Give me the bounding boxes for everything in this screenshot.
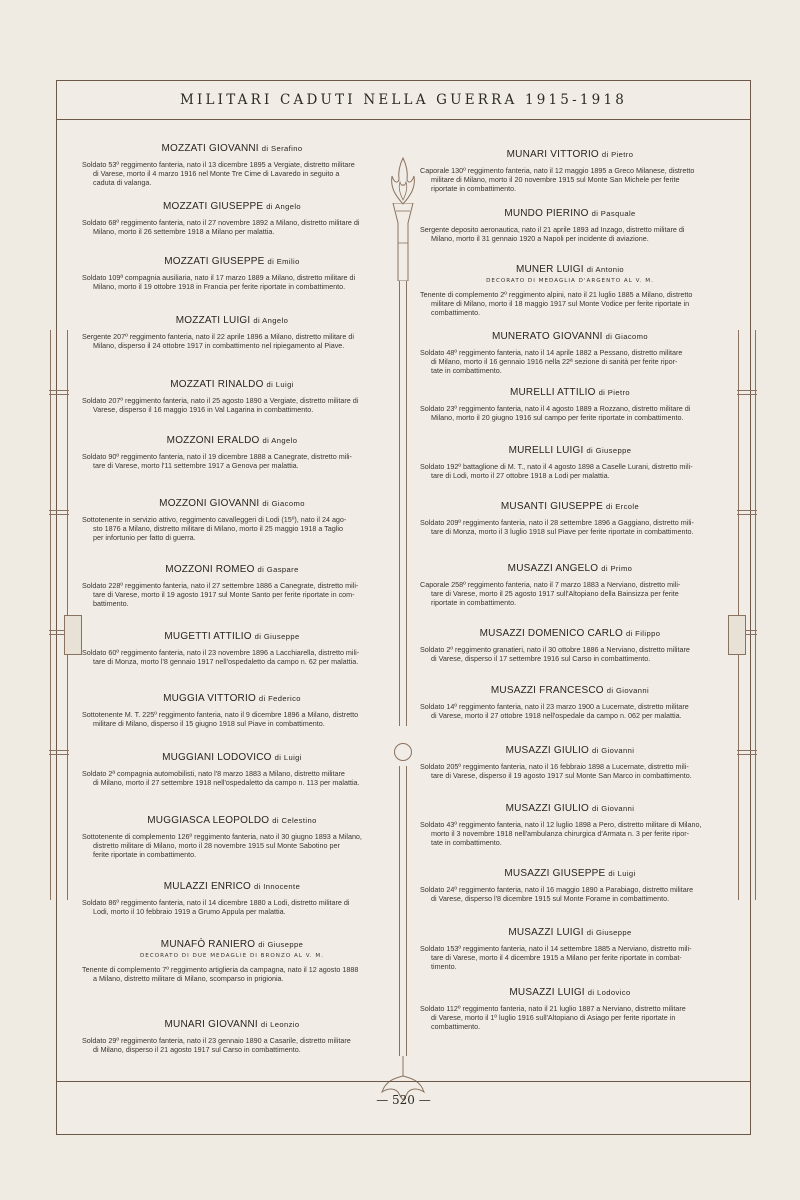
entry-line: Soldato 153º reggimento fanteria, nato il 14 settembre 1885 a Nerviano, distretto mili-	[420, 944, 692, 953]
entry-line: di Varese, morto il 4 marzo 1916 nel Monte Tre Cime di Lavaredo in seguito a	[93, 169, 340, 179]
entry-line: Soldato 68º reggimento fanteria, nato il 27 novembre 1892 a Milano, distretto militare di	[82, 218, 360, 227]
entry-text	[82, 581, 382, 609]
entry-name	[82, 379, 382, 390]
entry-line: di Varese, morto il 27 ottobre 1918 nell'ospedale da campo n. 062 per malattia.	[431, 711, 682, 721]
entry-name	[82, 881, 382, 892]
soldier-name: MUSANTI GIUSEPPE	[500, 501, 603, 512]
entry-line: militare di Milano, morto il 20 novembre 1915 sul Monte San Michele per ferite	[431, 175, 680, 185]
father-name: di Federico	[258, 694, 301, 703]
entry-line: Soldato 29º reggimento fanteria, nato il 23 gennaio 1890 a Casarile, distretto militare	[82, 1036, 351, 1045]
soldier-name: MURELLI LUIGI	[508, 445, 584, 456]
father-name: di Antonio	[586, 265, 625, 274]
father-name: di Giacomo	[605, 332, 649, 341]
entry-name	[82, 693, 382, 704]
entry-text	[82, 769, 382, 787]
entry-line: di Varese, disperso il 17 settembre 1916 sul Carso in combattimento.	[431, 654, 651, 664]
entry-line: Soldato 43º reggimento fanteria, nato il 12 luglio 1898 a Pero, distretto militare di Milano,	[420, 820, 702, 829]
father-name: di Giovanni	[591, 746, 635, 755]
father-name: di Luigi	[266, 380, 294, 389]
entry-line: Milano, morto il 31 gennaio 1920 a Napoli per incidente di aviazione.	[431, 234, 649, 244]
soldier-name: MUSAZZI LUIGI	[509, 987, 585, 998]
father-name: di Giuseppe	[586, 928, 632, 937]
entry-line: Soldato 23º reggimento fanteria, nato il 4 agosto 1889 a Rozzano, distretto militare di	[420, 404, 691, 413]
entry-text	[82, 1036, 382, 1054]
father-name: di Giovanni	[606, 686, 650, 695]
soldier-name: MUGGIA VITTORIO	[163, 693, 256, 704]
soldier-name: MUNDO PIERINO	[504, 208, 589, 219]
father-name: di Primo	[601, 564, 633, 573]
entry-line: Sottotenente in servizio attivo, reggimento cavalleggeri di Lodi (15º), nato il 24 ago-	[82, 515, 347, 524]
entry	[82, 939, 382, 983]
entry-line: combattimento.	[431, 1022, 481, 1032]
entry	[420, 987, 720, 1032]
entry	[82, 815, 382, 860]
entry-name	[82, 435, 382, 446]
entry-line: militare di Milano, disperso il 15 giugno 1918 sul Piave in combattimento.	[93, 719, 325, 729]
entry	[82, 435, 382, 470]
entry-name	[82, 631, 382, 642]
entry-text	[420, 290, 720, 318]
entry-name	[82, 256, 382, 267]
page-number: — 520 —	[376, 1093, 431, 1107]
entry	[82, 1019, 382, 1054]
entry-name	[420, 149, 720, 160]
entry	[82, 379, 382, 414]
decoration: DECORATO DI MEDAGLIA D'ARGENTO AL V. M.	[486, 278, 654, 284]
entry	[82, 631, 382, 666]
entry-line: tare di Varese, morto l'11 settembre 1917 a Genova per malattia.	[93, 461, 299, 471]
torch-handle-icon	[390, 203, 416, 281]
soldier-name: MULAZZI ENRICO	[163, 881, 252, 892]
entry-line: caduta di valanga.	[93, 178, 152, 188]
entry	[420, 445, 720, 480]
soldier-name: MOZZONI ROMEO	[165, 564, 255, 575]
father-name: di Giuseppe	[586, 446, 632, 455]
father-name: di Luigi	[274, 753, 302, 762]
entry-text	[82, 515, 382, 543]
entry-line: Soldato 228º reggimento fanteria, nato il 27 settembre 1886 a Canegrate, distretto mili-	[82, 581, 359, 590]
entry-line: tare di Monza, morto l'8 gennaio 1917 nell'ospedaletto da campo n. 62 per malattia.	[93, 657, 359, 667]
soldier-name: MUSAZZI FRANCESCO	[490, 685, 604, 696]
entry-name	[82, 564, 382, 575]
entry-line: combattimento.	[431, 308, 481, 318]
entry	[420, 563, 720, 608]
footer-bar	[57, 1081, 750, 1134]
entry	[420, 628, 720, 663]
father-name: di Ercole	[605, 502, 640, 511]
entry-text	[420, 944, 720, 972]
entry	[82, 201, 382, 236]
entry-line: Soldato 90º reggimento fanteria, nato il 19 dicembre 1888 a Canegrate, distretto mili-	[82, 452, 352, 461]
entry-text	[82, 452, 382, 470]
entry	[420, 208, 720, 243]
entry-line: riportate in combattimento.	[431, 184, 517, 194]
entry-line: Soldato 24º reggimento fanteria, nato il 16 maggio 1890 a Parabiago, distretto militare	[420, 885, 694, 894]
entry-line: tare di Varese, morto il 25 agosto 1917 sull'Altopiano della Bainsizza per ferite	[431, 589, 679, 599]
entry-line: tare di Lodi, morto il 27 ottobre 1918 a Lodi per malattia.	[431, 471, 610, 481]
entry-text	[82, 218, 382, 236]
soldier-name: MUNARI GIOVANNI	[164, 1019, 258, 1030]
entry-text	[82, 832, 382, 860]
entry-text	[82, 965, 382, 983]
entry	[420, 387, 720, 422]
entry-line: sto 1876 a Milano, distretto militare di Milano, morto il 25 maggio 1918 a Taglio	[93, 524, 343, 534]
entry-name	[420, 745, 720, 756]
father-name: di Giuseppe	[254, 632, 300, 641]
father-name: di Lodovico	[587, 988, 631, 997]
entry-text	[420, 885, 720, 903]
entry-name	[420, 501, 720, 512]
decoration: DECORATO DI DUE MEDAGLIE DI BRONZO AL V. M.	[139, 953, 324, 959]
soldier-name: MURELLI ATTILIO	[509, 387, 596, 398]
entry-text	[420, 348, 720, 376]
soldier-name: MOZZATI GIUSEPPE	[164, 256, 265, 267]
father-name: di Luigi	[608, 869, 636, 878]
entry-name	[82, 1019, 382, 1030]
father-name: di Emilio	[267, 257, 300, 266]
father-name: di Pietro	[598, 388, 631, 397]
entry	[82, 143, 382, 188]
entry-line: Soldato 209º reggimento fanteria, nato il 28 settembre 1896 a Gaggiano, distretto mili-	[420, 518, 694, 527]
soldier-name: MUNER LUIGI	[515, 264, 584, 275]
torch-stem-lower	[399, 766, 407, 1056]
soldier-name: MUGGIANI LODOVICO	[162, 752, 272, 763]
soldier-name: MUGETTI ATTILIO	[164, 631, 252, 642]
entry-name	[420, 628, 720, 639]
entry-name	[82, 201, 382, 212]
entry	[82, 315, 382, 350]
father-name: di Giuseppe	[258, 940, 304, 949]
entry-text	[420, 580, 720, 608]
entry	[420, 868, 720, 903]
entry-text	[82, 160, 382, 188]
father-name: di Giovanni	[591, 804, 635, 813]
entry-name	[420, 387, 720, 398]
entry-line: Caporale 130º reggimento fanteria, nato il 12 maggio 1895 a Greco Milanese, distretto	[420, 166, 695, 175]
father-name: di Leonzio	[260, 1020, 300, 1029]
entry-line: Sergente deposito aeronautica, nato il 21 aprile 1893 ad Inzago, distretto militare di	[420, 225, 685, 234]
soldier-name: MOZZONI GIOVANNI	[159, 498, 260, 509]
soldier-name: MUSAZZI LUIGI	[508, 927, 584, 938]
entry-line: Soldato 14º reggimento fanteria, nato il 23 marzo 1900 a Lucernate, distretto militare	[420, 702, 689, 711]
entry-line: Tenente di complemento 7º reggimento artiglieria da campagna, nato il 12 agosto 1888	[82, 965, 359, 974]
father-name: di Celestino	[272, 816, 317, 825]
entry-line: tare di Varese, morto il 4 dicembre 1915 a Milano per ferite riportate in combat-	[431, 953, 682, 963]
entry-line: Soldato 86º reggimento fanteria, nato il 14 dicembre 1880 a Lodi, distretto militare di	[82, 898, 350, 907]
entry-name	[82, 752, 382, 763]
entry-text	[420, 518, 720, 536]
entry-line: Soldato 2ª compagnia automobilisti, nato l'8 marzo 1883 a Milano, distretto militare	[82, 769, 345, 778]
entry-line: timento.	[431, 962, 457, 972]
entry-text	[420, 166, 720, 194]
entry-text	[420, 702, 720, 720]
father-name: di Pietro	[601, 150, 634, 159]
entry-line: Sottotenente M. T. 225º reggimento fanteria, nato il 9 dicembre 1896 a Milano, distretto	[82, 710, 359, 719]
entry	[420, 149, 720, 194]
entry-line: Soldato 109ª compagnia ausiliaria, nato il 17 marzo 1889 a Milano, distretto militare di	[82, 273, 356, 282]
soldier-name: MOZZONI ERALDO	[166, 435, 260, 446]
entry-line: ferite riportate in combattimento.	[93, 850, 197, 860]
entry-text	[420, 404, 720, 422]
entry-name	[420, 563, 720, 574]
entry-line: battimento.	[93, 599, 129, 609]
entry-line: riportate in combattimento.	[431, 598, 517, 608]
entry-line: Lodi, morto il 10 febbraio 1919 a Grumo Appula per malattia.	[93, 907, 286, 917]
soldier-name: MUNAFÒ RANIERO	[160, 939, 256, 950]
entry-text	[420, 645, 720, 663]
soldier-name: MOZZATI LUIGI	[175, 315, 251, 326]
entry	[420, 745, 720, 780]
father-name: di Angelo	[262, 436, 298, 445]
entry-line: di Milano, disperso il 21 agosto 1917 sul Carso in combattimento.	[93, 1045, 301, 1055]
father-name: di Innocente	[254, 882, 301, 891]
entry-text	[420, 820, 720, 848]
entry-text	[82, 898, 382, 916]
entry-name	[420, 868, 720, 879]
father-name: di Gaspare	[257, 565, 299, 574]
entry-name	[420, 445, 720, 456]
entry-name	[420, 987, 720, 998]
father-name: di Angelo	[253, 316, 289, 325]
entry-line: Soldato 192º battaglione di M. T., nato il 4 agosto 1898 a Caselle Lurani, distretto mili-	[420, 462, 693, 471]
father-name: di Angelo	[266, 202, 302, 211]
torch-ornament	[392, 151, 414, 1121]
torch-stem	[399, 281, 407, 726]
entry-text	[82, 332, 382, 350]
entry-line: di Varese, disperso l'8 dicembre 1915 sul Monte Forame in combattimento.	[431, 894, 670, 904]
entry	[420, 927, 720, 972]
soldier-name: MUSAZZI GIUSEPPE	[504, 868, 606, 879]
entry-line: Soldato 2º reggimento granatieri, nato il 30 ottobre 1886 a Nerviano, distretto militare	[420, 645, 690, 654]
entry-line: Soldato 53º reggimento fanteria, nato il 13 dicembre 1895 a Vergiate, distretto militare	[82, 160, 355, 169]
entry-text	[82, 648, 382, 666]
soldier-name: MUSAZZI DOMENICO CARLO	[479, 628, 623, 639]
page-frame	[56, 80, 751, 1135]
entry-name	[420, 331, 720, 342]
axe-icon	[728, 615, 746, 655]
entry-name	[82, 815, 382, 826]
entry-line: Soldato 48º reggimento fanteria, nato il 14 aprile 1882 a Pessano, distretto militare	[420, 348, 683, 357]
entry-line: Milano, morto il 19 ottobre 1918 in Francia per ferite riportate in combattimento.	[93, 282, 346, 292]
entry	[420, 264, 720, 318]
entry-line: Sottotenente di complemento 126º reggimento fanteria, nato il 30 giugno 1893 a Milano,	[82, 832, 362, 841]
entry-name	[82, 498, 382, 509]
entry-line: per infortunio per fatto di guerra.	[93, 533, 196, 543]
entry	[82, 256, 382, 291]
axe-icon	[64, 615, 82, 655]
entry-text	[420, 225, 720, 243]
entry-line: Sergente 207º reggimento fanteria, nato il 22 aprile 1896 a Milano, distretto militare di	[82, 332, 354, 341]
entry-line: a Milano, distretto militare di Milano, scomparso in prigionia.	[93, 974, 284, 984]
entry	[82, 693, 382, 728]
entry	[82, 564, 382, 609]
entry-line: tare di Varese, disperso il 19 agosto 1917 sul Monte San Marco in combattimento.	[431, 771, 692, 781]
entry-name	[82, 143, 382, 154]
entry-text	[420, 762, 720, 780]
entry-line: tate in combattimento.	[431, 366, 502, 376]
entry-line: Milano, morto il 20 giugno 1916 sul campo per ferite riportate in combattimento.	[431, 413, 684, 423]
entry-name	[420, 927, 720, 938]
soldier-name: MUSAZZI ANGELO	[507, 563, 599, 574]
entry-line: Soldato 60º reggimento fanteria, nato il 23 novembre 1896 a Lacchiarella, distretto mili-	[82, 648, 360, 657]
entry	[420, 685, 720, 720]
entry-line: militare di Milano, morto il 18 maggio 1917 sul Monte Vodice per ferite riportate in	[431, 299, 690, 309]
soldier-name: MUNARI VITTORIO	[506, 149, 599, 160]
entry-line: tate in combattimento.	[431, 838, 502, 848]
entry-text	[82, 273, 382, 291]
entry-line: Caporale 258º reggimento fanteria, nato il 7 marzo 1883 a Nerviano, distretto mili-	[420, 580, 681, 589]
entry-name	[420, 208, 720, 219]
entry-line: morto il 3 novembre 1918 nell'ambulanza chirurgica d'Armata n. 3 per ferite ripor-	[431, 829, 690, 839]
entry-name	[420, 264, 720, 275]
header-bar	[57, 81, 750, 120]
entry-text	[82, 710, 382, 728]
soldier-name: MOZZATI GIOVANNI	[161, 143, 259, 154]
entry-line: Milano, disperso il 24 ottobre 1917 in combattimento nel ripiegamento al Piave.	[93, 341, 345, 351]
entry	[82, 498, 382, 543]
entry-line: distretto militare di Milano, morto il 28 novembre 1915 sul Monte Sabotino per	[93, 841, 340, 851]
father-name: di Giacomo	[262, 499, 305, 508]
entry-line: tare di Varese, morto il 19 agosto 1917 sul Monte Santo per ferite riportate in com-	[93, 590, 355, 600]
entry	[82, 881, 382, 916]
entry-line: Tenente di complemento 2º reggimento alpini, nato il 21 luglio 1885 a Milano, distretto	[420, 290, 693, 299]
soldier-name: MUSAZZI GIULIO	[505, 803, 589, 814]
soldier-name: MOZZATI GIUSEPPE	[162, 201, 264, 212]
entry	[420, 501, 720, 536]
soldier-name: MUNERATO GIOVANNI	[491, 331, 603, 342]
entry-name	[420, 803, 720, 814]
entry	[82, 752, 382, 787]
entry	[420, 331, 720, 376]
flame-icon	[386, 156, 420, 206]
entry-name	[420, 685, 720, 696]
soldier-name: MUSAZZI GIULIO	[505, 745, 589, 756]
page-title: MILITARI CADUTI NELLA GUERRA 1915-1918	[179, 92, 628, 108]
entry-text	[420, 462, 720, 480]
father-name: di Serafino	[261, 144, 303, 153]
entry-text	[420, 1004, 720, 1032]
entry-line: di Milano, morto il 27 settembre 1918 nell'ospedaletto da campo n. 113 per malattia.	[93, 778, 360, 788]
rosette-icon	[394, 743, 412, 761]
entry-line: Soldato 207º reggimento fanteria, nato il 25 agosto 1890 a Vergiate, distretto militare di	[82, 396, 359, 405]
entry-line: Milano, morto il 26 settembre 1918 a Milano per malattia.	[93, 227, 275, 237]
father-name: di Pasquale	[591, 209, 636, 218]
entry-text	[82, 396, 382, 414]
father-name: di Filippo	[625, 629, 661, 638]
entry-name	[82, 315, 382, 326]
entry	[420, 803, 720, 848]
entry-line: di Milano, morto il 16 gennaio 1916 nella 22ª sezione di sanità per ferite ripor-	[431, 357, 678, 367]
entry-line: Varese, disperso il 16 maggio 1916 in Val Lagarina in combattimento.	[93, 405, 314, 415]
soldier-name: MOZZATI RINALDO	[170, 379, 264, 390]
entry-name	[82, 939, 382, 950]
soldier-name: MUGGIASCA LEOPOLDO	[147, 815, 270, 826]
right-fasces-ornament	[738, 330, 760, 900]
entry-line: Soldato 112º reggimento fanteria, nato il 21 luglio 1887 a Nerviano, distretto militare	[420, 1004, 686, 1013]
entry-line: di Varese, morto il 1º luglio 1916 sull'Altopiano di Asiago per ferite riportate in	[431, 1013, 676, 1023]
entry-line: Soldato 205º reggimento fanteria, nato il 16 febbraio 1898 a Lucernate, distretto mili-	[420, 762, 689, 771]
entry-line: tare di Monza, morto il 3 luglio 1918 sul Piave per ferite riportate in combattimento.	[431, 527, 694, 537]
left-fasces-ornament	[50, 330, 72, 900]
